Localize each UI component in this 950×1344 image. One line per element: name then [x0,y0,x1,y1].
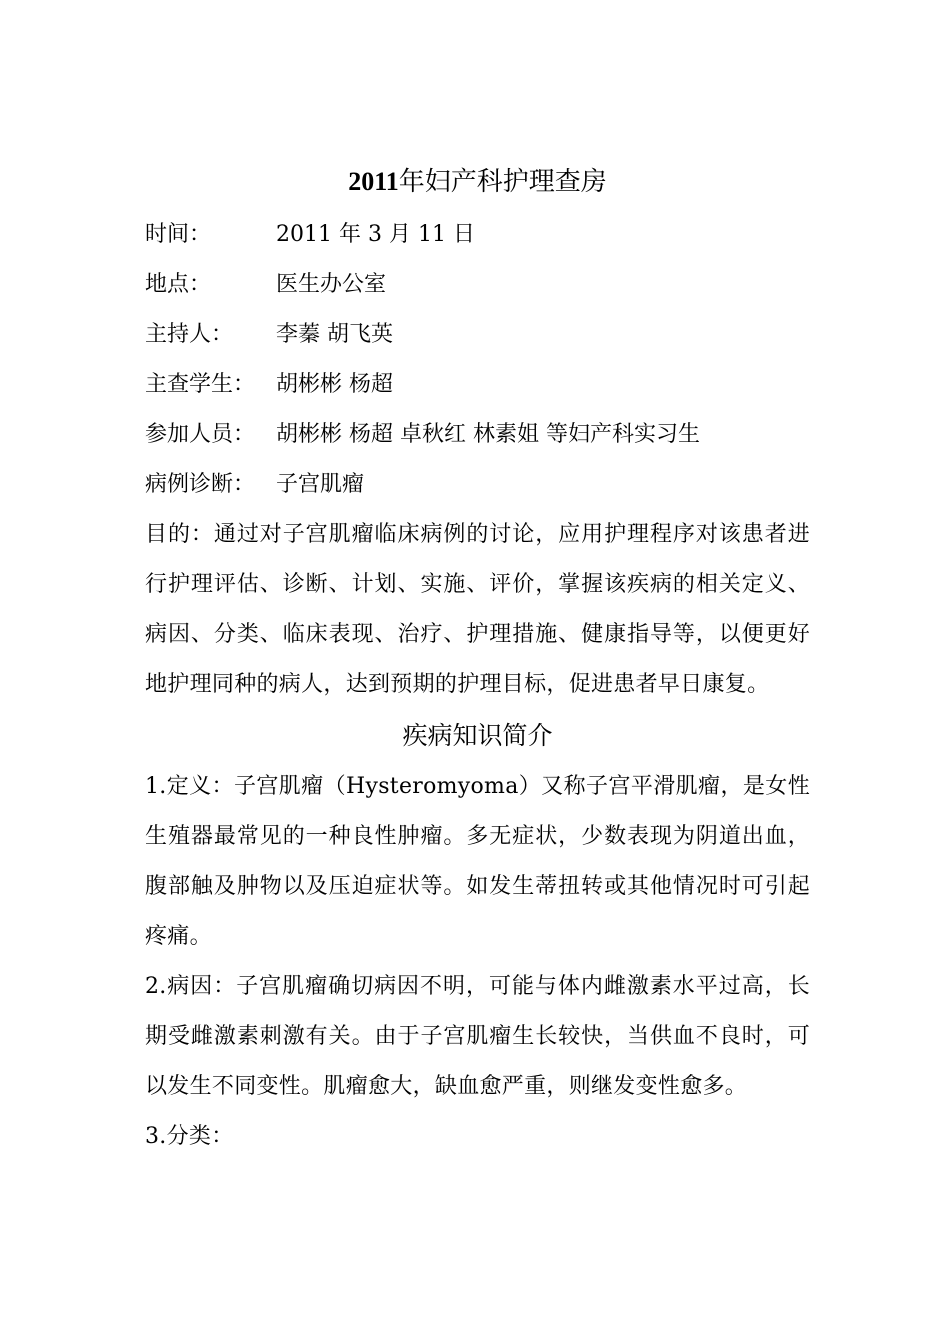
definition-paragraph: 1.定义：子宫肌瘤（Hysteromyoma）又称子宫平滑肌瘤，是女性生殖器最常见的一种良性肿瘤。多无症状，少数表现为阴道出血，腹部触及肿物以及压迫症状等。如发生蒂扭转或其他情况时可引起疼痛。 [145,774,810,949]
meta-value: 子宫肌瘤 [276,472,365,497]
meta-label: 主持人： [145,322,234,347]
meta-value: 李蓁 胡飞英 [276,322,393,347]
meta-label: 主查学生： [145,372,256,397]
meta-value: 医生办公室 [276,272,387,297]
meta-label: 参加人员： [145,422,256,447]
purpose-paragraph: 目的：通过对子宫肌瘤临床病例的讨论，应用护理程序对该患者进行护理评估、诊断、计划、实施、评价，掌握该疾病的相关定义、病因、分类、临床表现、治疗、护理措施、健康指导等，以便更好地护理同种的病人，达到预期的护理目标，促进患者早日康复。 [145,522,810,697]
meta-row-lead-students [145,360,810,410]
document-page [145,160,810,1162]
meta-value: 胡彬彬 杨超 卓秋红 林素姐 等妇产科实习生 [276,422,700,447]
etiology-paragraph: 2.病因：子宫肌瘤确切病因不明，可能与体内雌激素水平过高，长期受雌激素刺激有关。由于子宫肌瘤生长较快，当供血不良时，可以发生不同变性。肌瘤愈大，缺血愈严重，则继发变性愈多。 [145,974,810,1099]
section-heading: 疾病知识简介 [402,721,553,750]
meta-label: 时间： [145,222,212,247]
meta-row-host [145,310,810,360]
classification-paragraph: 3.分类： [145,1124,234,1149]
meta-value: 2011 年 3 月 11 日 [276,222,475,247]
meta-label: 地点： [145,272,212,297]
document-title [145,160,810,204]
title-text: 年妇产科护理查房 [398,167,607,197]
meta-row-diagnosis [145,460,810,510]
meta-row-time [145,210,810,260]
meta-row-location [145,260,810,310]
title-year: 2011 [348,167,399,196]
meta-label: 病例诊断： [145,472,256,497]
meta-value: 胡彬彬 杨超 [276,372,393,397]
meta-row-participants [145,410,810,460]
